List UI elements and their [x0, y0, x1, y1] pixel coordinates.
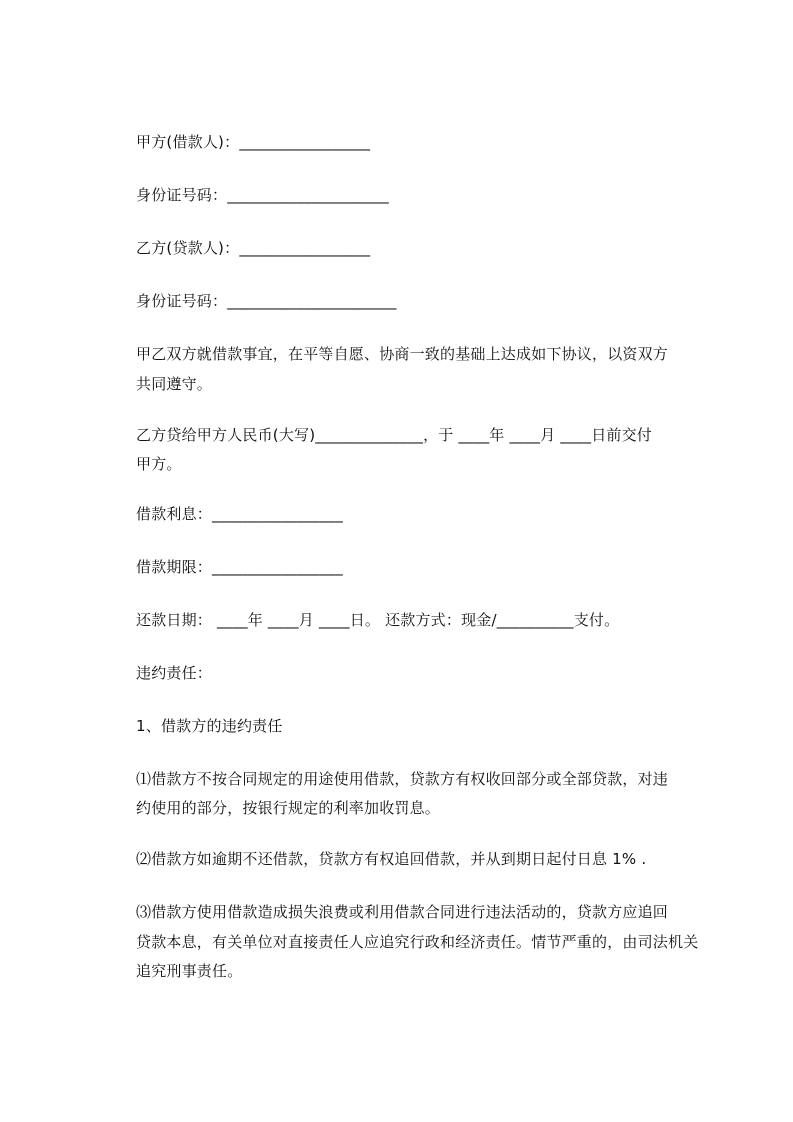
amount-line-2: 甲方。 [136, 455, 182, 473]
party-b-line [136, 237, 370, 259]
clause-3-line-1: ⑶借款方使用借款造成损失浪费或利用借款合同进行违法活动的，贷款方应追回 [136, 903, 669, 921]
id-a-line [136, 184, 389, 206]
clause-1-line-1: ⑴借款方不按合同规定的用途使用借款，贷款方有权收回部分或全部贷款，对违 [136, 770, 669, 788]
clause-1-line-2: 约使用的部分，按银行规定的利率加收罚息。 [136, 799, 441, 817]
amount-line-1: 乙方贷给甲方人民币(大写)______________，于 ____年 ____月 ____日前交付 [136, 426, 653, 444]
clause-3-line-2: 贷款本息，有关单位对直接责任人应追究行政和经济责任。情节严重的，由司法机关 [136, 933, 699, 951]
term-label: 借款期限： [136, 558, 213, 576]
id-b-label: 身份证号码： [136, 292, 228, 310]
interest-blank: _________________ [212, 505, 343, 523]
repayment-line: 还款日期： ____年 ____月 ____日。 还款方式：现金/__________支付。 [136, 611, 620, 629]
breach-subtitle: 1、借款方的违约责任 [136, 717, 283, 735]
interest-label: 借款利息： [136, 505, 213, 523]
party-a-line [136, 131, 370, 153]
clause-3-line-3: 追究刑事责任。 [136, 962, 243, 980]
intro-line-2: 共同遵守。 [136, 375, 213, 393]
clause-2-line: ⑵借款方如逾期不还借款，贷款方有权追回借款，并从到期日起付日息 1% . [136, 850, 647, 868]
party-b-label: 乙方(贷款人)： [136, 239, 240, 257]
id-a-label: 身份证号码： [136, 186, 228, 204]
term-line [136, 556, 343, 578]
term-blank: _________________ [212, 558, 343, 576]
breach-title: 违约责任： [136, 664, 213, 682]
id-a-blank: _____________________ [227, 186, 389, 204]
id-b-blank: ______________________ [227, 292, 397, 310]
party-b-blank: _________________ [239, 239, 371, 257]
party-a-label: 甲方(借款人)： [136, 133, 240, 151]
intro-line-1: 甲乙双方就借款事宜，在平等自愿、协商一致的基础上达成如下协议，以资双方 [136, 345, 669, 363]
id-b-line [136, 290, 397, 312]
interest-line [136, 503, 343, 525]
party-a-blank: _________________ [239, 133, 371, 151]
